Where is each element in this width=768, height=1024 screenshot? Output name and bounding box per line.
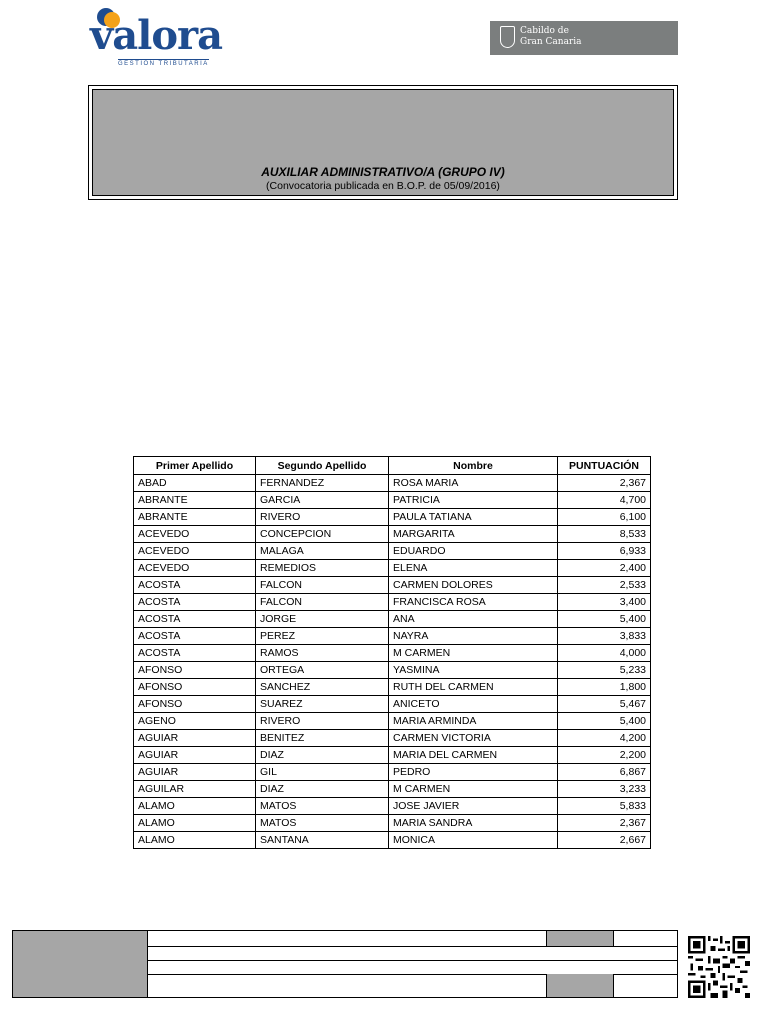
table-row [134, 713, 651, 730]
cell-primer-apellido: ACEVEDO [134, 526, 256, 543]
table-row [134, 526, 651, 543]
cell-primer-apellido: ACEVEDO [134, 543, 256, 560]
cell-primer-apellido: ABRANTE [134, 509, 256, 526]
table-row [134, 492, 651, 509]
cell-segundo-apellido: REMEDIOS [256, 560, 389, 577]
table-row [134, 832, 651, 849]
cell-segundo-apellido: FALCON [256, 577, 389, 594]
cell-puntuacion: 5,400 [558, 713, 651, 730]
cell-nombre: CARMEN DOLORES [389, 577, 558, 594]
cell-primer-apellido: AGUIAR [134, 730, 256, 747]
table-row [134, 679, 651, 696]
table-row [134, 577, 651, 594]
cell-primer-apellido: AFONSO [134, 679, 256, 696]
cell-primer-apellido: ACOSTA [134, 594, 256, 611]
cell-segundo-apellido: MALAGA [256, 543, 389, 560]
cell-segundo-apellido: BENITEZ [256, 730, 389, 747]
cell-nombre: MARIA DEL CARMEN [389, 747, 558, 764]
cell-primer-apellido: ACOSTA [134, 577, 256, 594]
cell-primer-apellido: AFONSO [134, 662, 256, 679]
footer-signature-table [12, 930, 678, 998]
cell-segundo-apellido: GARCIA [256, 492, 389, 509]
footer-row [13, 960, 677, 975]
cell-segundo-apellido: MATOS [256, 798, 389, 815]
table-row [134, 747, 651, 764]
cell-puntuacion: 3,233 [558, 781, 651, 798]
cell-puntuacion: 2,667 [558, 832, 651, 849]
footer-gray-cell [546, 931, 614, 946]
cell-primer-apellido: AGUIAR [134, 747, 256, 764]
table-row [134, 764, 651, 781]
table-row [134, 798, 651, 815]
cell-nombre: CARMEN VICTORIA [389, 730, 558, 747]
footer-gray-cell [546, 974, 614, 997]
cell-puntuacion: 1,800 [558, 679, 651, 696]
cell-nombre: RUTH DEL CARMEN [389, 679, 558, 696]
cell-nombre: MARIA ARMINDA [389, 713, 558, 730]
cell-primer-apellido: AGUIAR [134, 764, 256, 781]
table-row [134, 696, 651, 713]
cell-primer-apellido: AGENO [134, 713, 256, 730]
cell-nombre: NAYRA [389, 628, 558, 645]
cell-segundo-apellido: JORGE [256, 611, 389, 628]
cabildo-line2: Gran Canaria [520, 37, 582, 47]
cell-primer-apellido: ALAMO [134, 832, 256, 849]
footer-row [13, 946, 677, 961]
table-header-row [134, 457, 651, 475]
cell-nombre: JOSE JAVIER [389, 798, 558, 815]
footer-label-cell [13, 931, 148, 946]
cell-puntuacion: 8,533 [558, 526, 651, 543]
cell-nombre: PEDRO [389, 764, 558, 781]
cell-primer-apellido: ALAMO [134, 798, 256, 815]
cell-segundo-apellido: FALCON [256, 594, 389, 611]
table-row [134, 662, 651, 679]
document-subtitle: (Convocatoria publicada en B.O.P. de 05/09/2016) [266, 180, 500, 192]
cell-primer-apellido: ACOSTA [134, 645, 256, 662]
cell-segundo-apellido: FERNANDEZ [256, 475, 389, 492]
results-table [133, 456, 651, 849]
cell-primer-apellido: ACOSTA [134, 628, 256, 645]
cell-puntuacion: 2,533 [558, 577, 651, 594]
header-fill [92, 89, 674, 196]
cell-segundo-apellido: MATOS [256, 815, 389, 832]
cell-puntuacion: 6,100 [558, 509, 651, 526]
cell-primer-apellido: AFONSO [134, 696, 256, 713]
cell-segundo-apellido: SANCHEZ [256, 679, 389, 696]
cell-nombre: FRANCISCA ROSA [389, 594, 558, 611]
cell-puntuacion: 3,400 [558, 594, 651, 611]
cell-puntuacion: 5,233 [558, 662, 651, 679]
cell-nombre: ROSA MARIA [389, 475, 558, 492]
qr-code-icon [688, 936, 750, 998]
header-segundo-apellido: Segundo Apellido [256, 457, 389, 475]
cabildo-logo [490, 21, 678, 55]
cell-nombre: M CARMEN [389, 645, 558, 662]
cell-segundo-apellido: GIL [256, 764, 389, 781]
valora-tagline: GESTIÓN TRIBUTARIA [118, 61, 209, 67]
shield-icon [500, 26, 515, 48]
cell-segundo-apellido: SUAREZ [256, 696, 389, 713]
cell-nombre: PATRICIA [389, 492, 558, 509]
cell-puntuacion: 4,000 [558, 645, 651, 662]
cell-puntuacion: 6,867 [558, 764, 651, 781]
cell-puntuacion: 6,933 [558, 543, 651, 560]
cell-segundo-apellido: RAMOS [256, 645, 389, 662]
footer-label-cell [13, 974, 148, 997]
table-row [134, 730, 651, 747]
cell-nombre: MARGARITA [389, 526, 558, 543]
cell-segundo-apellido: SANTANA [256, 832, 389, 849]
cell-segundo-apellido: DIAZ [256, 747, 389, 764]
cell-puntuacion: 2,367 [558, 475, 651, 492]
cell-puntuacion: 4,200 [558, 730, 651, 747]
table-row [134, 594, 651, 611]
table-row [134, 628, 651, 645]
footer-row [13, 974, 677, 997]
footer-label-cell [13, 946, 148, 960]
cell-segundo-apellido: CONCEPCION [256, 526, 389, 543]
cell-nombre: MONICA [389, 832, 558, 849]
table-row [134, 543, 651, 560]
document-header [88, 85, 678, 200]
valora-logo [90, 6, 223, 67]
cell-nombre: YASMINA [389, 662, 558, 679]
cell-nombre: ANA [389, 611, 558, 628]
valora-wordmark: valora [90, 12, 223, 59]
cell-nombre: ANICETO [389, 696, 558, 713]
cell-puntuacion: 5,400 [558, 611, 651, 628]
cell-primer-apellido: ABAD [134, 475, 256, 492]
cabildo-line1: Cabildo de [520, 26, 569, 36]
table-row [134, 560, 651, 577]
cell-puntuacion: 5,833 [558, 798, 651, 815]
table-row [134, 781, 651, 798]
table-row [134, 815, 651, 832]
cell-segundo-apellido: RIVERO [256, 713, 389, 730]
cell-nombre: PAULA TATIANA [389, 509, 558, 526]
table-row [134, 509, 651, 526]
cell-primer-apellido: AGUILAR [134, 781, 256, 798]
cell-puntuacion: 5,467 [558, 696, 651, 713]
table-row [134, 645, 651, 662]
cell-nombre: ELENA [389, 560, 558, 577]
cell-puntuacion: 3,833 [558, 628, 651, 645]
header-puntuacion: PUNTUACIÓN [558, 457, 651, 475]
cell-primer-apellido: ALAMO [134, 815, 256, 832]
cell-puntuacion: 2,367 [558, 815, 651, 832]
footer-label-cell [13, 960, 148, 974]
footer-row [13, 931, 677, 947]
cell-puntuacion: 2,400 [558, 560, 651, 577]
cell-segundo-apellido: PEREZ [256, 628, 389, 645]
document-title: AUXILIAR ADMINISTRATIVO/A (GRUPO IV) [261, 165, 505, 179]
cell-puntuacion: 4,700 [558, 492, 651, 509]
table-row [134, 611, 651, 628]
cell-segundo-apellido: DIAZ [256, 781, 389, 798]
header-primer-apellido: Primer Apellido [134, 457, 256, 475]
table-row [134, 475, 651, 492]
cell-nombre: EDUARDO [389, 543, 558, 560]
cell-nombre: MARIA SANDRA [389, 815, 558, 832]
cell-primer-apellido: ABRANTE [134, 492, 256, 509]
cell-nombre: M CARMEN [389, 781, 558, 798]
cell-primer-apellido: ACEVEDO [134, 560, 256, 577]
cell-segundo-apellido: ORTEGA [256, 662, 389, 679]
cell-puntuacion: 2,200 [558, 747, 651, 764]
cell-primer-apellido: ACOSTA [134, 611, 256, 628]
cell-segundo-apellido: RIVERO [256, 509, 389, 526]
header-nombre: Nombre [389, 457, 558, 475]
